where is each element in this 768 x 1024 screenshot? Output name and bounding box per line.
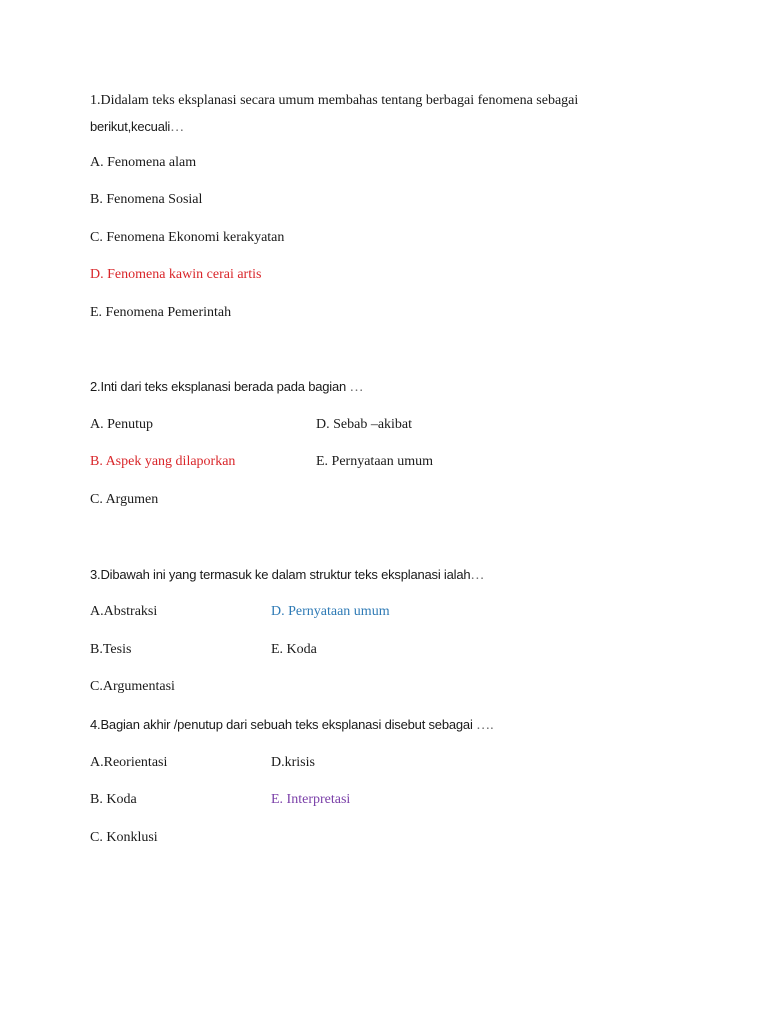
question-2-option-a: A. Penutup: [90, 417, 153, 432]
question-3-text: 3.Dibawah ini yang termasuk ke dalam struktur teks eksplanasi ialah: [90, 567, 471, 582]
question-4-option-e-answer: E. Interpretasi: [271, 792, 351, 807]
question-1-ellipsis: …: [170, 120, 185, 135]
question-3-option-d-answer: D. Pernyataan umum: [271, 604, 390, 619]
question-3-option-c: C.Argumentasi: [90, 679, 175, 694]
question-4-option-a: A.Reorientasi: [90, 755, 168, 770]
question-1-line-2: [90, 118, 184, 137]
question-2-text: 2.Inti dari teks eksplanasi berada pada bagian: [90, 379, 347, 394]
question-1-option-c: C. Fenomena Ekonomi kerakyatan: [90, 230, 285, 245]
question-1-option-d-answer: D. Fenomena kawin cerai artis: [90, 267, 262, 282]
question-4-option-d: D.krisis: [271, 755, 315, 770]
question-3-ellipsis: …: [470, 568, 485, 583]
question-4-option-b: B. Koda: [90, 792, 137, 807]
question-3-line: [90, 566, 484, 585]
question-4-option-c: C. Konklusi: [90, 830, 158, 845]
question-2-ellipsis: …: [346, 380, 364, 395]
question-4-line: [90, 716, 494, 735]
question-2-option-d: D. Sebab –akibat: [316, 417, 413, 432]
question-1-text-line-1: 1.Didalam teks eksplanasi secara umum membahas tentang berbagai fenomena sebagai: [90, 93, 579, 108]
question-2-option-b-answer: B. Aspek yang dilaporkan: [90, 454, 236, 469]
question-2-line: [90, 378, 364, 397]
question-1-line-1: [90, 92, 578, 110]
question-1-option-e: E. Fenomena Pemerintah: [90, 305, 232, 320]
question-1-option-b: B. Fenomena Sosial: [90, 192, 203, 207]
question-3-option-b: B.Tesis: [90, 642, 132, 657]
question-1-text-line-2: berikut,kecuali: [90, 119, 171, 134]
question-4-text: 4.Bagian akhir /penutup dari sebuah teks eksplanasi disebut sebagai: [90, 717, 473, 732]
question-1-option-a: A. Fenomena alam: [90, 155, 197, 170]
question-3-option-a: A.Abstraksi: [90, 604, 158, 619]
question-4-ellipsis: ….: [472, 718, 494, 733]
question-2-option-e: E. Pernyataan umum: [316, 454, 434, 469]
question-3-option-e: E. Koda: [271, 642, 317, 657]
question-2-option-c: C. Argumen: [90, 492, 159, 507]
